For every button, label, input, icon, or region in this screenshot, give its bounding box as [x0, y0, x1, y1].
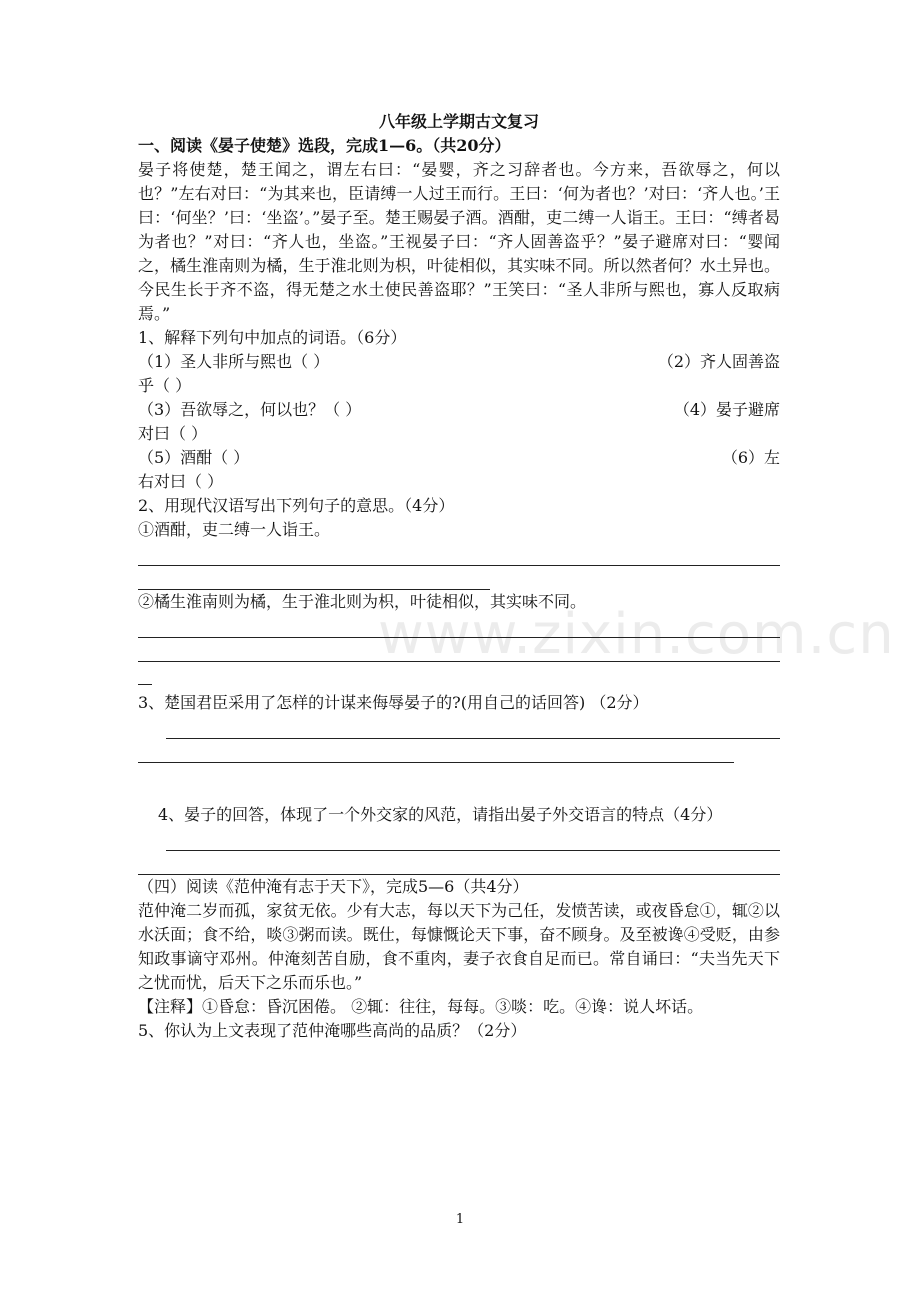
answer-line[interactable] — [138, 542, 780, 566]
section1-passage: 晏子将使楚，楚王闻之，谓左右曰：“晏婴，齐之习辞者也。今方来，吾欲辱之，何以也？”左右对曰：“为其来也，臣请缚一人过王而行。王曰：‘何为者也？’对曰：‘齐人也。’王曰：‘何坐？’曰：‘坐盗’。”晏子至。楚王赐晏子酒。酒酣，吏二缚一人诣王。王曰：“缚者曷为者也？”对曰：“齐人也，坐盗。”王视晏子曰：“齐人固善盗乎？”晏子避席对曰：“婴闻之，橘生淮南则为橘，生于淮北则为枳，叶徒相似，其实味不同。所以然者何？水土异也。今民生长于齐不盗，得无楚之水土使民善盗耶？”王笑曰：“圣人非所与熙也，寡人反取病焉。” — [138, 160, 780, 323]
document-body — [138, 110, 780, 1043]
section2-heading: （四）阅读《范仲淹有志于天下》，完成5—6（共4分） — [138, 877, 529, 896]
q1-row-3 — [138, 446, 780, 470]
watermark: www.zixin.com.cn — [378, 602, 895, 667]
answer-line[interactable] — [166, 715, 780, 739]
answer-line-stub[interactable] — [138, 662, 152, 685]
q1-item-2: （2）齐人固善盗 — [657, 352, 780, 371]
q1-item-6: （6）左 — [721, 448, 780, 467]
q1-row-1 — [138, 350, 780, 374]
q4-stem: 4、晏子的回答，体现了一个外交家的风范，请指出晏子外交语言的特点（4分） — [158, 805, 723, 824]
answer-line[interactable] — [138, 566, 490, 590]
q2-sentence-2: ②橘生淮南则为橘，生于淮北则为枳，叶徒相似，其实味不同。 — [138, 592, 587, 611]
q1-item-2-cont: 乎（ ） — [138, 376, 192, 395]
q1-item-4: （4）晏子避席 — [673, 400, 780, 419]
section2-passage: 范仲淹二岁而孤，家贫无依。少有大志，每以天下为己任，发愤苦读，或夜昏怠①，辄②以水沃面；食不给，啖③粥而读。既仕，每慷慨论天下事，奋不顾身。及至被谗④受贬，由参知政事谪守邓州。仲淹刻苦自励，食不重肉，妻子衣食自足而已。常自诵曰：“夫当先天下之忧而忧，后天下之乐而乐也。” — [138, 901, 780, 992]
q2-stem: 2、用现代汉语写出下列句子的意思。（4分） — [138, 496, 455, 515]
q1-item-6-cont: 右对曰（ ） — [138, 472, 224, 491]
q3-stem: 3、楚国君臣采用了怎样的计谋来侮辱晏子的?(用自己的话回答) （2分） — [138, 693, 649, 712]
q2-sentence-1: ①酒酣，吏二缚一人诣王。 — [138, 520, 331, 539]
answer-line[interactable] — [166, 827, 780, 851]
section2-note: 【注释】①昏怠：昏沉困倦。 ②辄：往往，每每。③啖：吃。④谗：说人坏话。 — [138, 997, 704, 1016]
q1-item-4-cont: 对曰（ ） — [138, 424, 208, 443]
q5-stem: 5、你认为上文表现了范仲淹哪些高尚的品质？（2分） — [138, 1021, 527, 1040]
q1-stem: 1、解释下列句中加点的词语。（6分） — [138, 328, 407, 347]
answer-line[interactable] — [138, 851, 780, 875]
answer-line[interactable] — [138, 739, 734, 763]
spacer — [138, 763, 780, 803]
answer-line[interactable] — [138, 638, 780, 662]
q1-row-2 — [138, 398, 780, 422]
answer-line[interactable] — [138, 614, 780, 638]
q1-item-3: （3）吾欲辱之，何以也？（ ） — [138, 400, 362, 419]
page-title: 八年级上学期古文复习 — [378, 112, 539, 131]
section1-heading: 一、阅读《晏子使楚》选段，完成1—6。（共20分） — [138, 136, 511, 155]
page-number: 1 — [455, 1212, 465, 1227]
q1-item-1: （1）圣人非所与熙也（ ） — [138, 352, 330, 371]
q1-item-5: （5）酒酣（ ） — [138, 448, 250, 467]
